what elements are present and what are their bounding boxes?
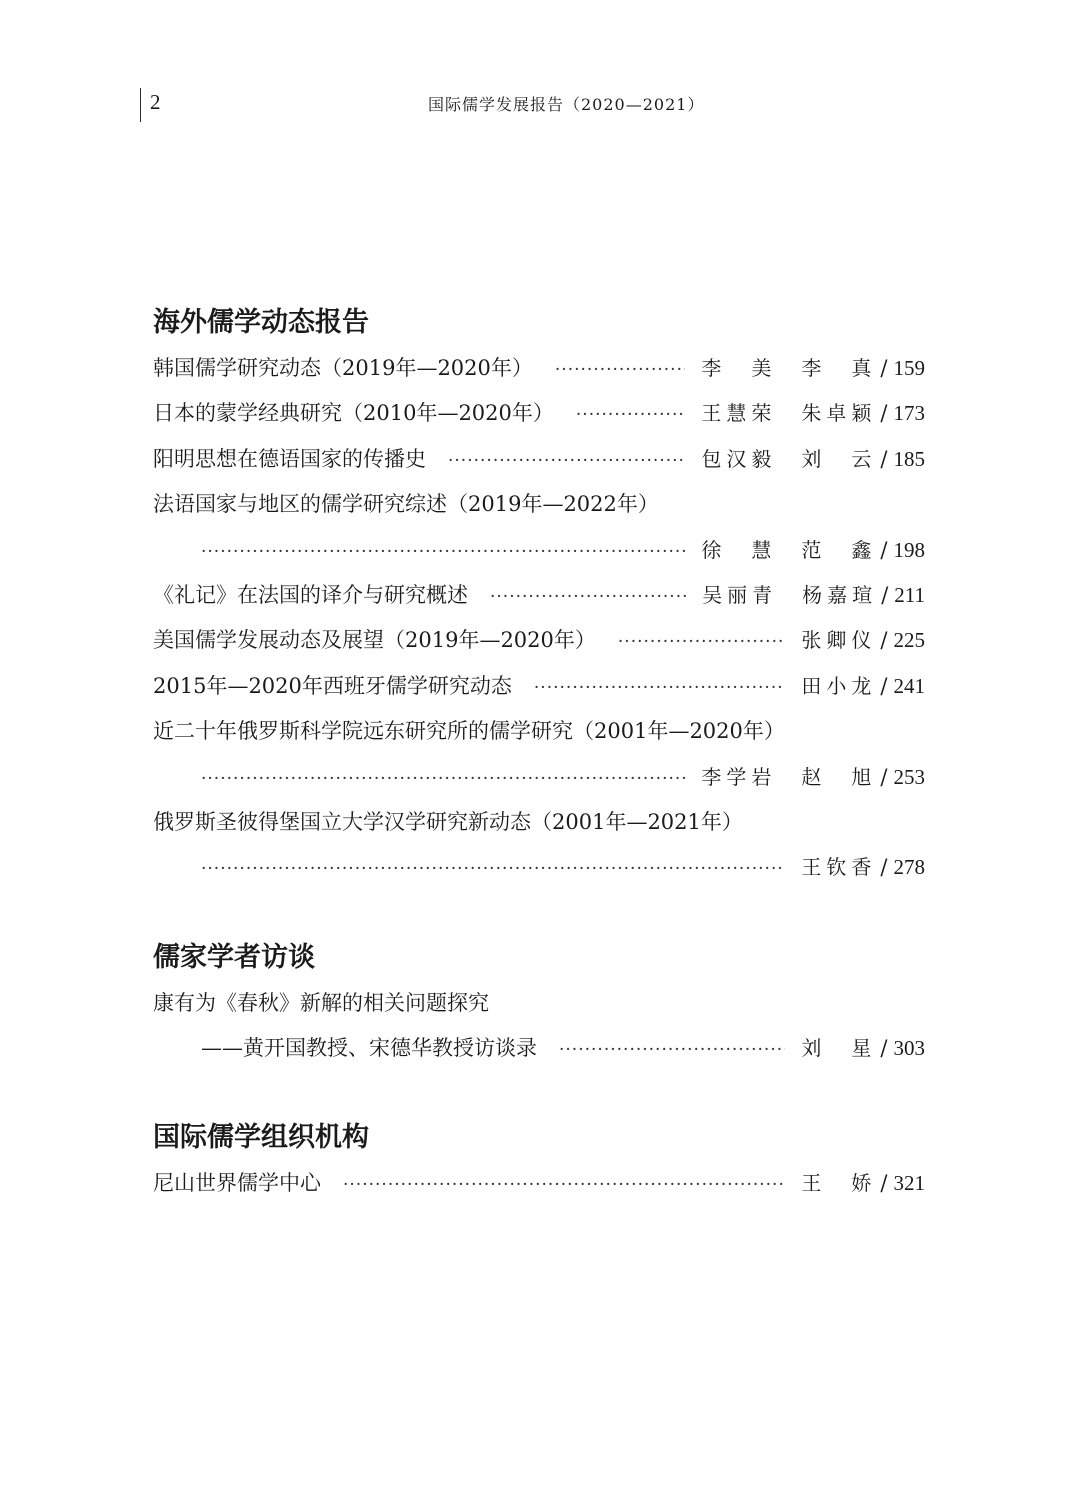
entry-title: 尼山世界儒学中心 xyxy=(153,1171,321,1196)
slash-separator: / xyxy=(880,1036,888,1061)
slash-separator: / xyxy=(881,582,889,607)
page-number: 2 xyxy=(150,90,161,114)
toc-entry[interactable] xyxy=(153,981,925,1026)
toc-entry[interactable] xyxy=(153,346,925,391)
toc-entry[interactable] xyxy=(153,800,925,845)
running-header xyxy=(140,88,930,122)
entry-page-number: 278 xyxy=(893,855,925,880)
entry-page-number: 173 xyxy=(893,401,925,426)
entry-title: 2015年—2020年西班牙儒学研究动态 xyxy=(153,673,512,698)
entry-author: 王钦香 xyxy=(801,855,877,880)
entry-page-number: 159 xyxy=(893,356,925,380)
running-title: 国际儒学发展报告（2020—2021） xyxy=(428,95,705,114)
toc-entry[interactable] xyxy=(153,709,925,754)
entry-author: 包汉毅 刘 云 xyxy=(701,446,877,471)
dot-leader xyxy=(555,348,686,393)
dot-leader xyxy=(559,1028,785,1073)
slash-separator: / xyxy=(880,673,888,698)
toc-section xyxy=(153,935,925,1072)
toc-entry[interactable] xyxy=(153,573,925,618)
entry-author: 王慧荣 朱卓颖 xyxy=(701,401,877,426)
entry-page-number: 225 xyxy=(893,628,925,653)
slash-separator: / xyxy=(880,401,888,426)
entry-author: 李 美 李 真 xyxy=(701,356,877,380)
slash-separator: / xyxy=(880,1171,888,1196)
dot-leader xyxy=(201,757,685,802)
entry-title: 美国儒学发展动态及展望（2019年—2020年） xyxy=(153,628,596,653)
slash-separator: / xyxy=(880,356,888,380)
dot-leader xyxy=(490,575,686,620)
entry-page-number: 241 xyxy=(893,673,925,698)
entry-title: 康有为《春秋》新解的相关问题探究 xyxy=(153,990,489,1015)
slash-separator: / xyxy=(880,446,888,471)
toc-entry[interactable] xyxy=(153,755,925,800)
entry-title: 俄罗斯圣彼得堡国立大学汉学研究新动态（2001年—2021年） xyxy=(153,809,743,834)
entry-page-number: 303 xyxy=(893,1036,925,1061)
toc-entry[interactable] xyxy=(153,1161,925,1206)
header-rule xyxy=(140,88,141,122)
toc-entry[interactable] xyxy=(153,664,925,709)
dot-leader xyxy=(201,530,685,575)
entry-title: 日本的蒙学经典研究（2010年—2020年） xyxy=(153,401,554,426)
slash-separator: / xyxy=(880,855,888,880)
entry-page-number: 253 xyxy=(893,764,925,789)
entry-title: ——黄开国教授、宋德华教授访谈录 xyxy=(201,1036,537,1061)
entry-title: 阳明思想在德语国家的传播史 xyxy=(153,446,426,471)
dot-leader xyxy=(534,666,786,711)
dot-leader xyxy=(576,393,686,438)
entry-page-number: 185 xyxy=(893,446,925,471)
slash-separator: / xyxy=(880,764,888,789)
entry-title: 《礼记》在法国的译介与研究概述 xyxy=(153,582,468,607)
entry-author: 徐 慧 范 鑫 xyxy=(701,537,877,562)
section-title: 儒家学者访谈 xyxy=(153,941,315,973)
toc-entry[interactable] xyxy=(153,618,925,663)
entry-author: 王 娇 xyxy=(801,1171,877,1196)
toc-entry[interactable] xyxy=(153,845,925,890)
dot-leader xyxy=(201,847,785,892)
toc-entry[interactable] xyxy=(153,482,925,527)
toc-section xyxy=(153,1115,925,1206)
entry-author: 田小龙 xyxy=(801,673,877,698)
slash-separator: / xyxy=(880,628,888,653)
slash-separator: / xyxy=(880,537,888,562)
toc-entry[interactable] xyxy=(153,391,925,436)
table-of-contents xyxy=(153,300,925,1251)
entry-title: 韩国儒学研究动态（2019年—2020年） xyxy=(153,356,533,380)
toc-section xyxy=(153,300,925,891)
entry-author: 李学岩 赵 旭 xyxy=(701,764,877,789)
section-title: 海外儒学动态报告 xyxy=(153,307,369,338)
toc-entry[interactable] xyxy=(153,1026,925,1071)
entry-author: 张卿仪 xyxy=(801,628,877,653)
entry-title: 近二十年俄罗斯科学院远东研究所的儒学研究（2001年—2020年） xyxy=(153,719,785,744)
entry-title: 法语国家与地区的儒学研究综述（2019年—2022年） xyxy=(153,492,659,517)
entry-author: 刘 星 xyxy=(801,1036,877,1061)
toc-entry[interactable] xyxy=(153,528,925,573)
dot-leader xyxy=(343,1163,785,1208)
section-title: 国际儒学组织机构 xyxy=(153,1122,369,1154)
entry-page-number: 198 xyxy=(893,537,925,562)
entry-page-number: 321 xyxy=(893,1171,925,1196)
entry-page-number: 211 xyxy=(894,582,925,607)
toc-entry[interactable] xyxy=(153,437,925,482)
dot-leader xyxy=(448,439,685,484)
entry-author: 吴丽青 杨嘉瑄 xyxy=(702,582,878,607)
dot-leader xyxy=(618,620,786,665)
